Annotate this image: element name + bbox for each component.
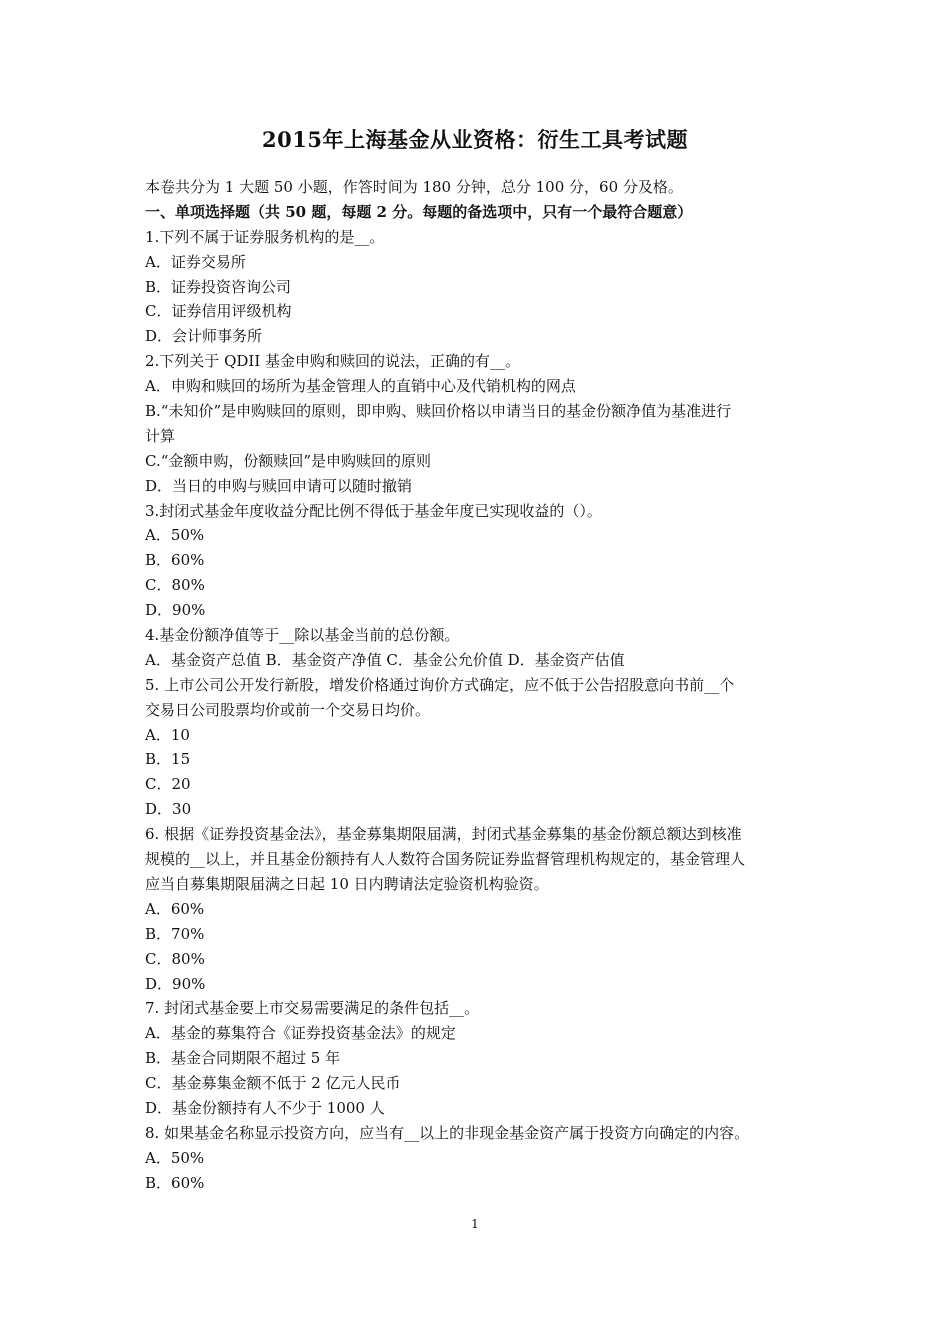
body-line: 规模的__以上，并且基金份额持有人人数符合国务院证券监督管理机构规定的，基金管理人: [145, 850, 746, 869]
body-line: B．60%: [145, 1173, 205, 1192]
body-line: A．申购和赎回的场所为基金管理人的直销中心及代销机构的网点: [145, 377, 576, 396]
body-line: 交易日公司股票均价或前一个交易日均价。: [145, 700, 431, 719]
body-line: A．基金的募集符合《证券投资基金法》的规定: [145, 1024, 456, 1043]
body-line: A．50%: [145, 1148, 205, 1167]
section-heading: 一、单项选择题（共 50 题，每题 2 分。每题的备选项中，只有一个最符合题意）: [145, 202, 693, 221]
body-line: D．当日的申购与赎回申请可以随时撤销: [145, 476, 413, 495]
body-line: B．证券投资咨询公司: [145, 277, 292, 296]
body-line: A．基金资产总值 B．基金资产净值 C．基金公允价值 D．基金资产估值: [145, 650, 625, 669]
document-title: 2015年上海基金从业资格：衍生工具考试题: [262, 127, 688, 152]
body-line: 8. 如果基金名称显示投资方向，应当有__以上的非现金基金资产属于投资方向确定的内容。: [145, 1123, 750, 1142]
body-line: 2.下列关于 QDII 基金申购和赎回的说法，正确的有__。: [145, 352, 521, 371]
body-line: 7. 封闭式基金要上市交易需要满足的条件包括__。: [145, 999, 480, 1018]
body-line: B．基金合同期限不超过 5 年: [145, 1049, 341, 1068]
body-line: D．基金份额持有人不少于 1000 人: [145, 1098, 385, 1117]
body-line: B．70%: [145, 924, 205, 943]
body-line: A．证券交易所: [145, 252, 246, 271]
body-line: C．20: [145, 775, 191, 794]
body-line: C．80%: [145, 949, 205, 968]
body-line: B．15: [145, 750, 191, 769]
body-line: 3.封闭式基金年度收益分配比例不得低于基金年度已实现收益的（）。: [145, 501, 602, 520]
body-line: C．基金募集金额不低于 2 亿元人民币: [145, 1074, 401, 1093]
document-body: [145, 175, 815, 1196]
body-line: 1.下列不属于证券服务机构的是__。: [145, 227, 385, 246]
body-line: C．80%: [145, 576, 205, 595]
body-line: C．证券信用评级机构: [145, 302, 292, 321]
question-list: [145, 225, 815, 1196]
page-number: 1: [471, 1217, 479, 1231]
body-line: 应当自募集期限届满之日起 10 日内聘请法定验资机构验资。: [145, 874, 549, 893]
body-line: A．60%: [145, 899, 205, 918]
body-line: 6. 根据《证券投资基金法》，基金募集期限届满，封闭式基金募集的基金份额总额达到核准: [145, 825, 742, 844]
intro-text: 本卷共分为 1 大题 50 小题，作答时间为 180 分钟，总分 100 分，60 分及格。: [145, 178, 683, 196]
body-line: D．90%: [145, 601, 206, 620]
body-line: 计算: [145, 426, 176, 445]
body-line: B．60%: [145, 551, 205, 570]
body-line: D．90%: [145, 974, 206, 993]
body-line: A．50%: [145, 526, 205, 545]
body-line: B.“未知价”是申购赎回的原则，即申购、赎回价格以申请当日的基金份额净值为基准进行: [145, 402, 732, 421]
body-line: 4.基金份额净值等于__除以基金当前的总份额。: [145, 626, 460, 645]
body-line: D．30: [145, 800, 192, 819]
body-line: D．会计师事务所: [145, 327, 263, 346]
body-line: C.“金额申购，份额赎回”是申购赎回的原则: [145, 451, 432, 470]
body-line: A．10: [145, 725, 190, 744]
body-line: 5. 上市公司公开发行新股，增发价格通过询价方式确定，应不低于公告招股意向书前__个: [145, 675, 735, 694]
